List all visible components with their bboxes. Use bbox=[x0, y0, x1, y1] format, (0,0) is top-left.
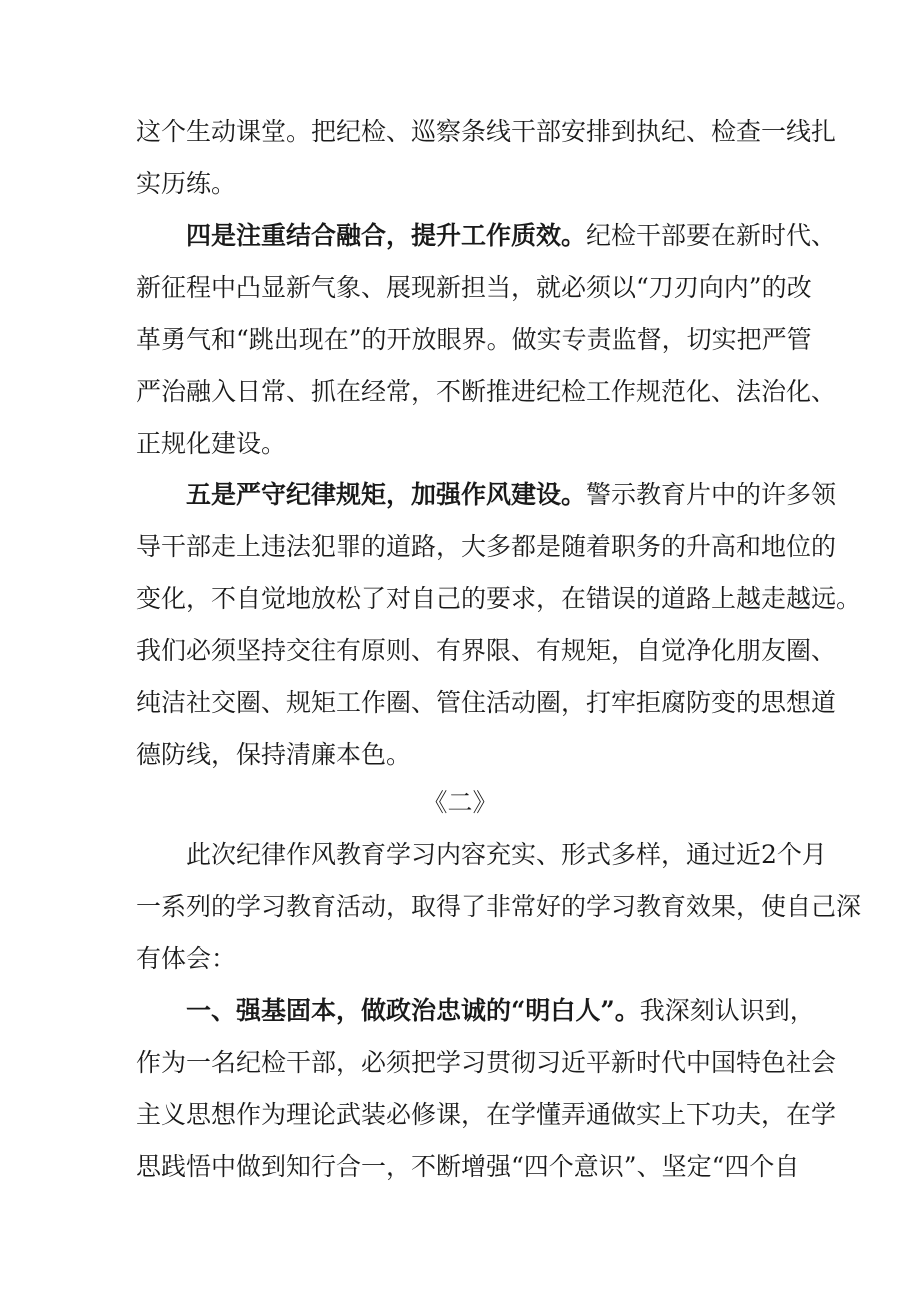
text-line: 德防线，保持清廉本色。 bbox=[136, 740, 412, 769]
paragraph-lead-line bbox=[136, 210, 837, 262]
text-line: 导干部走上违法犯罪的道路，大多都是随着职务的升高和地位的 bbox=[136, 532, 837, 561]
paragraph-5 bbox=[136, 985, 837, 1193]
paragraph-2 bbox=[136, 210, 837, 470]
text-line: 这个生动课堂。把纪检、巡察条线干部安排到执纪、检查一线扎 bbox=[136, 117, 837, 146]
text-line: 我们必须坚持交往有原则、有界限、有规矩，自觉净化朋友圈、 bbox=[136, 636, 837, 665]
text-line: 一系列的学习教育活动，取得了非常好的学习教育效果，使自己深 bbox=[136, 892, 862, 921]
text-line: 思践悟中做到知行合一，不断增强“四个意识”、坚定“四个自 bbox=[136, 1152, 800, 1181]
paragraph-lead-line bbox=[136, 469, 837, 521]
text-line: 有体会： bbox=[136, 944, 237, 973]
text-line: 变化，不自觉地放松了对自己的要求，在错误的道路上越走越远。 bbox=[136, 584, 862, 613]
text-line: 新征程中凸显新气象、展现新担当，就必须以“刀刃向内”的改 bbox=[136, 273, 812, 302]
bold-heading: 一、强基固本，做政治忠诚的“明白人”。 bbox=[186, 996, 640, 1025]
paragraph-3 bbox=[136, 469, 862, 781]
paragraph-1 bbox=[136, 106, 837, 210]
text-line: 正规化建设。 bbox=[136, 429, 287, 458]
bold-heading: 五是严守纪律规矩，加强作风建设。 bbox=[186, 480, 587, 509]
lead-text: 纪检干部要在新时代、 bbox=[586, 221, 837, 250]
text-line: 实历练。 bbox=[136, 169, 237, 198]
paragraph-lead-line bbox=[136, 985, 815, 1037]
text-line: 纯洁社交圈、规矩工作圈、管住活动圈，打牢拒腐防变的思想道 bbox=[136, 688, 837, 717]
section-heading: 《二》 bbox=[422, 788, 498, 817]
lead-text: 警示教育片中的许多领 bbox=[586, 480, 837, 509]
paragraph-lead-line: 此次纪律作风教育学习内容充实、形式多样，通过近2个月 bbox=[186, 840, 827, 869]
text-line: 作为一名纪检干部，必须把学习贯彻习近平新时代中国特色社会 bbox=[136, 1048, 837, 1077]
text-line: 严治融入日常、抓在经常，不断推进纪检工作规范化、法治化、 bbox=[136, 377, 837, 406]
lead-text: 我深刻认识到， bbox=[639, 996, 815, 1025]
bold-heading: 四是注重结合融合，提升工作质效。 bbox=[186, 221, 587, 250]
text-line: 主义思想作为理论武装必修课，在学懂弄通做实上下功夫，在学 bbox=[136, 1100, 837, 1129]
text-line: 革勇气和“跳出现在”的开放眼界。做实专责监督，切实把严管 bbox=[136, 325, 812, 354]
paragraph-4 bbox=[136, 829, 862, 985]
